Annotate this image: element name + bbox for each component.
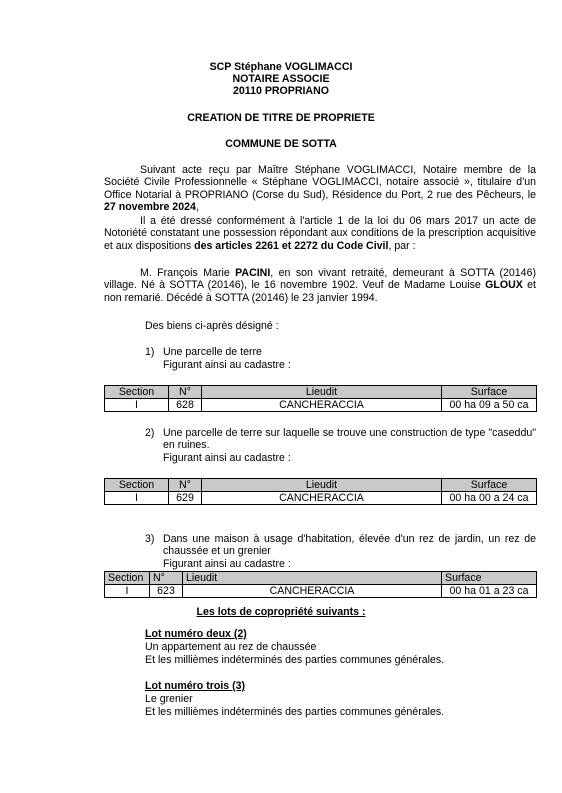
header-number: N°	[169, 479, 202, 492]
header-surface: Surface	[442, 479, 537, 492]
commune-title: COMMUNE DE SOTTA	[225, 138, 337, 150]
table-row	[105, 399, 537, 412]
office-city: 20110 PROPRIANO	[233, 85, 329, 97]
cell-number: 628	[169, 399, 202, 412]
table-row	[105, 585, 537, 598]
lot-trois-description: Le grenier	[145, 693, 193, 705]
cell-lieudit: CANCHERACCIA	[183, 585, 442, 598]
cell-surface: 00 ha 00 a 24 ca	[442, 492, 537, 505]
cell-number: 629	[169, 492, 202, 505]
item-3-cadastre-label: Figurant ainsi au cadastre :	[163, 558, 291, 570]
biens-intro: Des biens ci-après désigné :	[145, 320, 279, 332]
cell-lieudit: CANCHERACCIA	[202, 492, 442, 505]
notoriete-paragraph: Il a été dressé conformément à l'article 1 de la loi du 06 mars 2017 un acte de Notoriété constatant une possession répondant aux conditions de la prescription acquisitive et aux dispositions des articles 2261 et 2272 du Code Civil, par :	[104, 215, 536, 252]
item-1-cadastre-label: Figurant ainsi au cadastre :	[163, 359, 291, 371]
table-header-row	[105, 572, 537, 585]
header-number: N°	[150, 572, 183, 585]
document-title: CREATION DE TITRE DE PROPRIETE	[187, 112, 375, 124]
cell-surface: 00 ha 01 a 23 ca	[442, 585, 537, 598]
cadastre-table-3	[104, 571, 537, 598]
lot-deux-milliemes: Et les millièmes indéterminés des parties communes générales.	[145, 654, 445, 666]
table-row	[105, 492, 537, 505]
cadastre-table-2	[104, 478, 537, 505]
cell-section: I	[105, 585, 150, 598]
owner-paragraph: M. François Marie PACINI, en son vivant retraité, demeurant à SOTTA (20146) village. Né à SOTTA (20146), le 16 novembre 1902. Veuf de Madame Louise GLOUX et non remarié. Décédé à SOTTA (20146) le 23 janvier 1994.	[104, 267, 536, 304]
header-lieudit: Lieudit	[202, 386, 442, 399]
item-2-number: 2)	[145, 427, 155, 439]
cell-lieudit: CANCHERACCIA	[202, 399, 442, 412]
intro-paragraph: Suivant acte reçu par Maître Stéphane VOGLIMACCI, Notaire membre de la Société Civile Professionnelle « Stéphane VOGLIMACCI, notaire associé », titulaire d'un Office Notarial à PROPRIANO (Corse du Sud), Résidence du Port, 2 rue des Pêcheurs, le 27 novembre 2024,	[104, 164, 536, 214]
header-section: Section	[105, 479, 169, 492]
office-name: SCP Stéphane VOGLIMACCI	[209, 61, 353, 73]
item-2-description: Une parcelle de terre sur laquelle se trouve une construction de type "caseddu" en ruines.	[163, 427, 536, 452]
lot-trois-milliemes: Et les millièmes indéterminés des parties communes générales.	[145, 706, 445, 718]
lots-heading: Les lots de copropriété suivants :	[196, 606, 366, 618]
header-lieudit: Lieudit	[183, 572, 442, 585]
cell-surface: 00 ha 09 a 50 ca	[442, 399, 537, 412]
header-lieudit: Lieudit	[202, 479, 442, 492]
header-surface: Surface	[442, 572, 537, 585]
header-surface: Surface	[442, 386, 537, 399]
item-1-description: Une parcelle de terre	[163, 346, 262, 358]
header-section: Section	[105, 572, 150, 585]
lot-trois-title: Lot numéro trois (3)	[145, 680, 246, 692]
cell-section: I	[105, 492, 169, 505]
header-section: Section	[105, 386, 169, 399]
item-1-number: 1)	[145, 346, 155, 358]
item-2-cadastre-label: Figurant ainsi au cadastre :	[163, 452, 291, 464]
item-3-description: Dans une maison à usage d'habitation, élevée d'un rez de jardin, un rez de chaussée et un grenier	[163, 533, 536, 558]
table-header-row	[105, 386, 537, 399]
cell-section: I	[105, 399, 169, 412]
cadastre-table-1	[104, 385, 537, 412]
lot-deux-description: Un appartement au rez de chaussée	[145, 641, 317, 653]
office-title: NOTAIRE ASSOCIE	[232, 73, 330, 85]
header-number: N°	[169, 386, 202, 399]
lot-deux-title: Lot numéro deux (2)	[145, 628, 247, 640]
table-header-row	[105, 479, 537, 492]
item-3-number: 3)	[145, 533, 155, 545]
cell-number: 623	[150, 585, 183, 598]
